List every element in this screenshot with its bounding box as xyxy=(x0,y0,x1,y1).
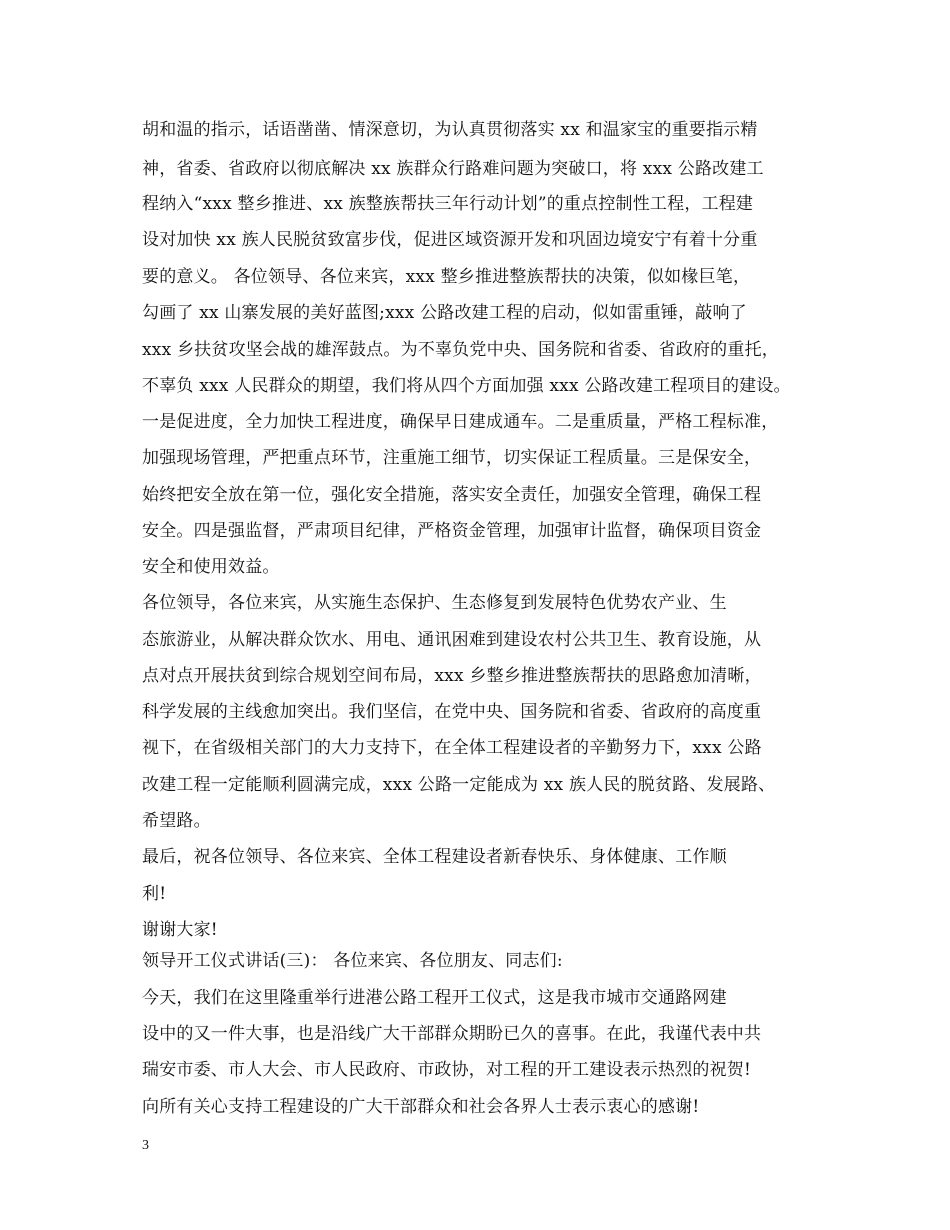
text-line: 最后，祝各位领导、各位来宾、全体工程建设者新春快乐、身体健康、工作顺 xyxy=(142,847,727,867)
text-line: 瑞安市委、市人大会、市人民政府、市政协，对工程的开工建设表示热烈的祝贺! xyxy=(142,1060,752,1080)
text-line: 一是促进度，全力加快工程进度，确保早日建成通车。二是重质量，严格工程标准， xyxy=(142,412,779,432)
text-line: 胡和温的指示，话语凿凿、情深意切，为认真贯彻落实 xx 和温家宝的重要指示精 xyxy=(142,120,758,140)
text-line: 今天，我们在这里隆重举行进港公路工程开工仪式，这是我市城市交通路网建 xyxy=(142,988,727,1008)
text-line: 勾画了 xx 山寨发展的美好蓝图;xxx 公路改建工程的启动，似如雷重锤，敲响了 xyxy=(142,303,747,323)
page-number: 3 xyxy=(142,1138,149,1153)
text-line: 始终把安全放在第一位，强化安全措施，落实安全责任，加强安全管理，确保工程 xyxy=(142,485,762,505)
text-line: 要的意义。 各位领导、各位来宾，xxx 整乡推进整族帮扶的决策，似如椽巨笔， xyxy=(142,267,751,287)
text-line: 向所有关心支持工程建设的广大干部群众和社会各界人士表示衷心的感谢! xyxy=(142,1097,700,1117)
text-line: 设对加快 xx 族人民脱贫致富步伐，促进区域资源开发和巩固边境安宁有着十分重 xyxy=(142,230,758,250)
text-line: 视下，在省级相关部门的大力支持下，在全体工程建设者的辛勤努力下，xxx 公路 xyxy=(142,738,762,758)
text-line: 利! xyxy=(142,884,167,904)
text-line: 希望路。 xyxy=(142,811,211,831)
section-heading-line: 领导开工仪式讲话(三)： 各位来宾、各位朋友、同志们: xyxy=(142,951,563,971)
text-line: 安全。四是强监督，严肃项目纪律，严格资金管理，加强审计监督，确保项目资金 xyxy=(142,521,762,541)
text-line: 点对点开展扶贫到综合规划空间布局，xxx 乡整乡推进整族帮扶的思路愈加清晰， xyxy=(142,666,762,686)
text-line: 改建工程一定能顺利圆满完成，xxx 公路一定能成为 xx 族人民的脱贫路、发展路、 xyxy=(142,775,776,795)
text-line: 神，省委、省政府以彻底解决 xx 族群众行路难问题为突破口，将 xxx 公路改建工 xyxy=(142,159,764,179)
text-line: 谢谢大家! xyxy=(142,920,218,940)
text-line: 不辜负 xxx 人民群众的期望，我们将从四个方面加强 xxx 公路改建工程项目的建设。 xyxy=(142,376,791,396)
text-line: 安全和使用效益。 xyxy=(142,557,280,577)
text-line: 态旅游业，从解决群众饮水、用电、通讯困难到建设农村公共卫生、教育设施，从 xyxy=(142,630,762,650)
text-line: 科学发展的主线愈加突出。我们坚信，在党中央、国务院和省委、省政府的高度重 xyxy=(142,702,762,722)
text-line: 加强现场管理，严把重点环节，注重施工细节，切实保证工程质量。三是保安全， xyxy=(142,448,762,468)
text-line: 设中的又一件大事，也是沿线广大干部群众期盼已久的喜事。在此，我谨代表中共 xyxy=(142,1024,762,1044)
text-line: 各位领导，各位来宾，从实施生态保护、生态修复到发展特色优势农产业、生 xyxy=(142,593,727,613)
text-line: xxx 乡扶贫攻坚会战的雄浑鼓点。为不辜负党中央、国务院和省委、省政府的重托， xyxy=(142,340,779,360)
text-line: 程纳入“xxx 整乡推进、xx 族整族帮扶三年行动计划”的重点控制性工程，工程建 xyxy=(142,194,754,214)
